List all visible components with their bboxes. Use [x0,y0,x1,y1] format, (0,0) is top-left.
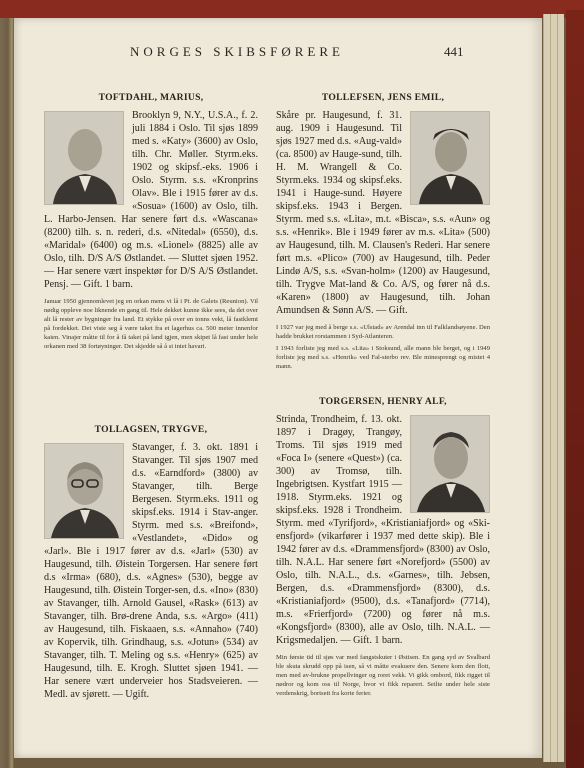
portrait-icon [45,112,123,204]
book-cover-spine [566,10,584,768]
entry-toftdahl [44,92,258,351]
entry-body: Strinda, Trondheim, f. 13. okt. 1897 i Dragøy, Trangøy, Troms. Til sjøs 1919 med «Foca I» (senere «Quest») (ca. 300) av Tromsø, tilh. Ingebrigtsen. Kystfart 1915 —1918. Styrm.eks. 1921 og skipsf.eks. 1928 i Trondheim. Styrm. med «Tyrifjord», «Kristianiafjord» og «Ski-ensfjord» (vikarfører i 1937 med dette skip). Ble i 1942 fører av d.s. «Drammensfjord» (8300) av Oslo, tilh. N.A.L. Har senere ført «Norefjord» (5500) av Oslo, tilh. N.A.L., d.s. «Garnes», tilh. Jebsen, Bergen, d.s. «Drammensfjord» (8300), d.s. «Kristianiafjord» (9500), d.s. «Tanafjord» (7714), m.s. «Frierfjord» (7200) og fører nå m.s. «Kongsfjord» (8300), alle av Oslo, tilh. N.A.L. — Krigsmedaljen. — Gift. 1 barn. [276,414,490,646]
entry-note: I 1943 forliste jeg med s.s. «Lita» i Stoksund, alle mann ble berget, og i 1949 forliste jeg med s.s. «Henrik» ved Fal-sterbo rev. Ble minesprengt og mistet 4 mann. [276,345,490,370]
entry-name: TOLLAGSEN, TRYGVE, [94,424,208,435]
entry-name: TOFTDAHL, MARIUS, [98,92,204,103]
entry-name: TORGERSEN, HENRY ALF, [319,396,447,407]
page-edge [550,14,557,762]
entry-tollagsen [44,424,258,701]
entry-torgersen [276,396,490,698]
portrait-photo [410,415,490,513]
portrait-photo [44,111,124,205]
book-cover-top [0,0,584,18]
entry-name: TOLLEFSEN, JENS EMIL, [321,92,445,103]
entry-body: Brooklyn 9, N.Y., U.S.A., f. 2. juli 1884 i Oslo. Til sjøs 1899 med s. «Katy» (3600) av Oslo, tilh. Chr. Møller. Styrm.eks. 1902 og skipsf.-eks. 1906 i Oslo. Styrm. s.s. «Kronprins Olav». Ble i 1915 fører av d.s. «Sosua» (1600) av Oslo, tilh. L. Harbo-Jensen. Har senere ført d.s. «Wascana» (8200) tilh. s. n. rederi, d.s. «Nitedal» (6550), d.s. «Maridal» (6400) og m.s. «Lionel» (8825) alle av Oslo, tilh. D/S A/S Østlandet. — Sluttet sjøen 1952. — Har senere vært inspektør for D/S A/S Østlandet. Pensj. — Gift. 1 barn. [44,110,258,290]
entry-note: Januar 1950 gjennomlevet jeg en orkan mens vi lå i Pt. de Galets (Reunion). Vil nødig oppleve noe liknende en gang til. Hele dekket kunne ikke sees, da det over alt lå rester av bygninger fra land. Et stykke på over en tonns vekt, lå fastklemt på fordekket. Det viste seg å være taket fra et lagerhus ca. 500 meter innenfor kaien. Vinajer måtte til for å få taket på land igjen, men skipet lå fast under hele orkanen med 38 fortøyninger. Det skjedde så å si intet havari. [44,298,258,350]
entry-tollefsen [276,92,490,371]
portrait-icon [411,416,489,512]
entry-body: Stavanger, f. 3. okt. 1891 i Stavanger. Til sjøs 1907 med d.s. «Earndford» (3800) av Stavanger, tilh. Berge Bergesen. Styrm.eks. 1911 og skipsf.eks. 1914 i Stav-anger. Styrm. med s.s. «Breifond», «Vestlandet», «Dido» og «Jarl». Ble i 1917 fører av d.s. «Jarl» (530) av Haugesund, tilh. Øistein Torgersen. Har senere ført d.s «Irma» (680), d.s. «Agnes» (530), begge av Haugesund, tilh. Øistein Torger-sen, d.s. «Ino» (830) av Stavanger, tilh. Arnold Gausel, «Rask» (613) av Stavanger, tilh. Brø-drene Anda, s.s. «Argo» (411) av Haugesund, tilh. Fiskaaen, s.s. «Annaho» (740) av Kopervik, tilh. Grindhaug, s.s. «Jotun» (534) av Stavanger, tilh. T. Meling og s.s. «Henry» (625) av Haugesund, tilh. E. Krogh. Sluttet sjøen 1941. — Har senere vært underveier hos Stadsveieren. — Medl. av sjørett. — Ugift. [44,442,258,700]
portrait-photo [44,443,124,539]
running-head: NORGES SKIBSFØRERE [130,44,344,59]
portrait-photo [410,111,490,205]
portrait-icon [45,444,123,538]
portrait-icon [411,112,489,204]
page-number: 441 [444,44,464,59]
entry-note: Min første tid til sjøs var med fangstskuter i Østisen. En gang syd av Svalbard ble skuta skrudd opp på isen, så vi måtte evakuere den. Senere kom den flott, men med av-brukne propellvinger og roret vekk. Vi gikk ombord, fikk rigget til nødror og kom oss til Norge, hvor vi fikk reparert. Seilte under hele siste verdenskrig, bortsett fra korte ferier. [276,654,490,697]
entry-note: I 1927 var jeg med å berge s.s. «Ulstad» av Arendal inn til Falklandsøyene. Den hadde brukket rorstammen i Syd-Atlanteren. [276,324,490,340]
page-edge [543,14,550,762]
page-edge [557,14,564,762]
entry-body: Skåre pr. Haugesund, f. 31. aug. 1909 i Haugesund. Til sjøs 1927 med d.s. «Aug-vald» (ca. 8500) av Hauge-sund, tilh. H. M. Wrangell & Co. Styrm.eks. 1934 og skipsf.eks. 1941 i Hauge-sund. Høyere skipsf.eks. 1943 i Bergen. Styrm. med s.s. «Lita», m.t. «Bisca», s.s. «Aun» og s.s. «Henrik». Ble i 1949 fører av m.s. «Lita» (500) av Haugesund, tilh. M. Clausen's Rederi. Har senere ført m.s. «Plico» (700) av Haugesund, tilh. Peder Lindø A/S, s.s. «Svan-holm» (1200) av Haugesund, tilh. Trygve Mat-land & Co. A/S, og fører nå d.s. «Karen» (1800) av Haugesund, tilh. Johan Amundsen & Sønn A/S. — Gift. [276,110,490,316]
